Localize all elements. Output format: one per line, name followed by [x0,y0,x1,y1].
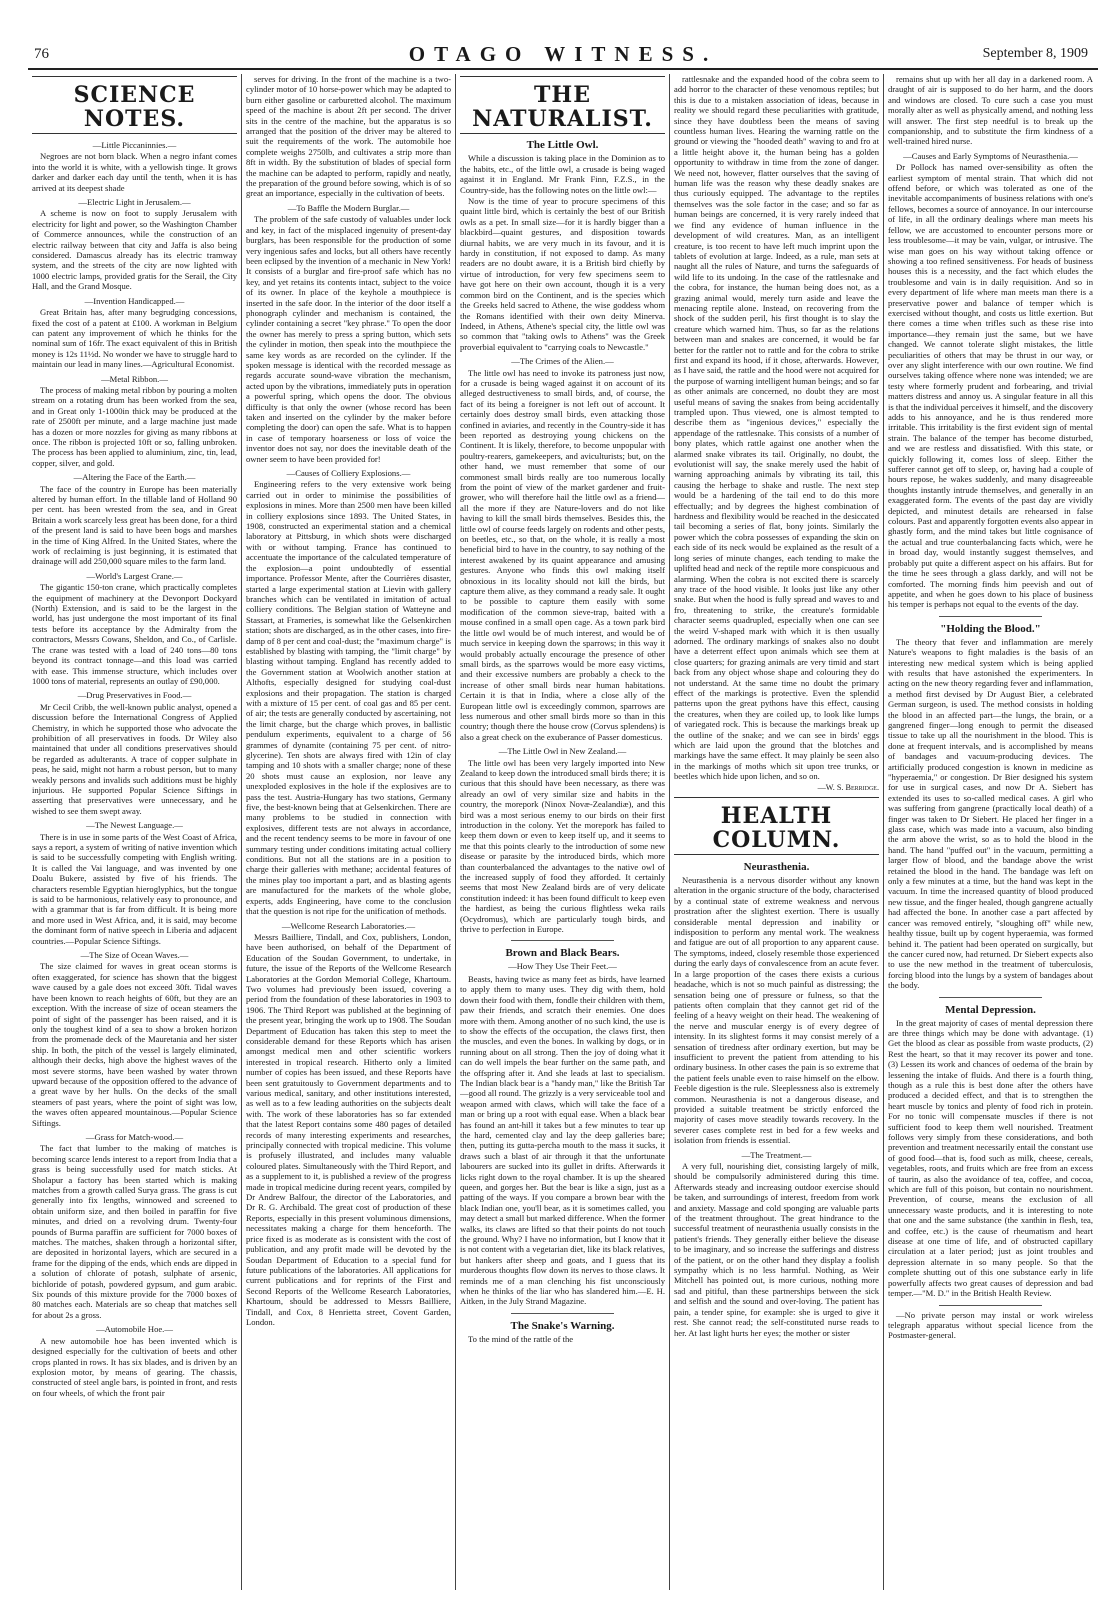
column-divider [241,74,242,1590]
section-banner [460,76,665,134]
article-paragraph: Mr Cecil Cribb, the well-known public analyst, opened a discussion before the International Congress of Applied Chemistry, in which he supported those who advocate the prohibition of all preservatives in foods. Dr Wiley also maintained that under all conditions preservatives should be regarded as adulterants. A trace of copper sulphate in peas, he said, might not harm a robust person, but to many weakly persons and invalids such additions must be highly injurious. He supported Popular Science Siftings in asserting that preservatives were unnecessary, and he wished to see them swept away. [32,701,237,816]
article-subheadline: —Automobile Hoe.— [96,1324,173,1335]
section-title: SCIENCE NOTES. [73,82,196,132]
article-paragraph: A new automobile hoe has been invented which is designed especially for the cultivation of beets and other crops planted in rows. It has six blades, and is driven by an explosion motor, by means of gearing. The chassis, constructed of steel angle bars, is pointed in front, and rests on four wheels, of which the front pair [32,1335,237,1398]
article-paragraph: The process of making metal ribbon by pouring a molten stream on a rotating drum has been worked from the sea, and in Great only 1-1000in thick may be produced at the rate of 2500ft per minute, and a large machine just made has a dozen or more nozzles for giving as many ribbons at once. The ribbon is projected 10ft or so, falling unbroken. The process has been applied to aluminium, zinc, tin, lead, copper, silver, and gold. [32,384,237,468]
article-subheadline: —The Newest Language.— [86,820,183,831]
article-subheadline: —Wellcome Research Laboratories.— [281,920,416,931]
article-paragraph: Negroes are not born black. When a negro infant comes into the world it is white, with a yellowish tinge. It grows darker and darker each day until the tenth, when it is has arrived at its deepest shade [32,151,237,193]
article-headline: The Snake's Warning. [510,1319,615,1332]
article-paragraph: The face of the country in Europe has been materially altered by human effort. In the tillable land of Holland 90 per cent. has been wrested from the sea, and in Great Britain a work scarcely less great has been done, for a third of the present land is said to have been bogs and marshes in the time of King Alfred. In the United States, where the work of reclaiming is just beginning, it is estimated that drainage will add 250,000 square miles to the farm land. [32,483,237,567]
article-paragraph: Neurasthenia is a nervous disorder without any known alteration in the organic structure of the body, characterised by a continual state of extreme weakness and nervous prostration after the slightest exertion. There is usually considerable mental depression and inability or indisposition to perform any mental work. The weakness and fatigue are out of all proportion to any apparent cause. The symptoms, indeed, closely resemble those experienced during the early days of convalescence from an acute fever. In a large proportion of the cases there exists a curious headache, which is not so much painful as distressing; the sensation being one of pressure or fulness, so that the patients often complain that they cannot get rid of the feeling of a heavy weight on their head. The weakening of the nerve and muscular energy is of every degree of intensity. In its slightest forms it may consist merely of a sensation of tiredness after ordinary exertion, but may be insufficient to prevent the patient from attending to his ordinary business. In other cases the pain is so extreme that the patient feels unable even to raise himself on the elbow. Feeble digestion is the rule. Sleeplessness also is extremely common. Neurasthenia is not a dangerous disease, and provided a suitable treatment be strictly enforced the majority of cases move steadily towards recovery. In the severer cases complete rest in bed for a few weeks and isolation from friends is essential. [674,875,879,1146]
article-subheadline: —Causes and Early Symptoms of Neurasthenia.— [903,150,1078,161]
article-paragraph: The problem of the safe custody of valuables under lock and key, in fact of the misplaced ingenuity of present-day burglars, has been responsible for the production of some very ingenious safes and locks, but all others have recently been eclipsed by the invention of a mechanic in New York! It consists of a burglar and fire-proof safe which has no key, and yet retains its contents intact, subject to the voice of its owner. In place of the keyhole a mouthpiece is inserted in the safe door. In the interior of the door itself a phonograph cylinder and mechanism is contained, the cylinder containing a secret "key phrase." To open the door the owner has merely to press a spring button, which sets the cylinder in motion, then speak into the mouthpiece the same key words as are recorded on the cylinder. If the spoken message is identical with the recorded message as regards accurate sound-wave vibration the mechanism, acted upon by the vibrations, immediately puts in operation a powerful spring, which opens the door. The obvious difficulty is that only the owner (whose record has been taken and inserted on the cylinder by the maker before completing the door) can open the safe. What is to happen in case of temporary hoarseness or loss of voice the inventor does not say, nor does the inevitable death of the owner seem to have been provided for! [246,214,451,464]
article-subheadline: —Grass for Match-wood.— [85,1131,184,1142]
columns [28,74,1098,1590]
article-paragraph: Messrs Bailliere, Tindall, and Cox, publishers, London, have been authorised, on behalf of the Department of Education of the Soudan Government, to undertake, in future, the issue of the Reports of the Wellcome Research Laboratories at the Gordon Memorial College, Khartoum. Two volumes had previously been issued, covering a period from the foundation of these laboratories in 1903 to 1906. The Third Report was published at the beginning of the present year, bringing the work up to 1908. The Soudan Department of Education has taken this step to meet the considerable demand for these Reports which has arisen amongst medical men and other scientific workers interested in tropical research. Hitherto only a limited number of copies has been issued, and these Reports have been sent gratuitously to Government departments and to various medical, sanitary, and other institutions interested, as well as to a few leading authorities on the subjects dealt with. The work of these laboratories has so far extended that the latest Report contains some 480 pages of detailed records of many interesting experiments and researches, principally connected with tropical medicine. This volume is profusely illustrated, and includes many valuable coloured plates. Simultaneously with the Third Report, and as a supplement to it, is published a review of the progress made in tropical medicine during recent years, compiled by Dr Andrew Balfour, the director of the Laboratories, and Dr R. G. Archibald. The great cost of production of these Reports, especially in this present voluminous dimensions, necessitates making a charge for them henceforth. The price fixed is as moderate as is consistent with the cost of publication, and any profit made will be devoted by the Soudan Department of Education to a special fund for future publications of the laboratories. All applications for current publications and for reprints of the First and Second Reports of the Wellcome Research Laboratories, Khartoum, should be addressed to Messrs Bailliere, Tindall, and Cox, 8 Henrietta street, Covent Garden, London. [246,931,451,1327]
article-subheadline: —Electric Light in Jerusalem.— [78,197,191,208]
divider [939,1305,1042,1306]
article-subheadline: —Altering the Face of the Earth.— [73,472,196,483]
divider [939,997,1042,998]
article-subheadline: —Drug Preservatives in Food.— [77,690,192,701]
article-headline: The Little Owl. [526,139,599,151]
masthead [28,8,1098,68]
article-subheadline: —The Little Owl in New Zealand.— [498,746,627,757]
article-subheadline: —How They Use Their Feet.— [508,961,617,972]
article-paragraph: A scheme is now on foot to supply Jerusalem with electricity for light and power, so the Washington Chamber of Commerce announces, while the construction of an electric railway between that city and Jaffa is also being considered. Damascus already has its electric tramway system, and the streets of the city are now lighted with 1000 electric lamps, provided gratis for the Serail, the City Hall, and the Grand Mosque. [32,208,237,292]
article-paragraph: In the great majority of cases of mental depression there are three things which may be done with advantage. (1) Get the blood as clear as possible from waste products, (2) Rest the heart, so that it may recover its power and tone. (3) Lessen its work and chances of oedema of the brain by lessening the intake of fluids. And there is a fourth thing, though as a rule this is best done after the others have produced a decided effect, and that is to strengthen the heart muscle by tonics and plenty of food rich in protein. For no tonic will compensate muscles if there is not sufficient food to keep them well nourished. Treatment follows very simply from these considerations, and both prevention and treatment necessarily entail the constant use of good food—that is, food such as milk, cheese, cereals, vegetables, roots, and fruits which are free from an excess of taurin, as also the avoidance of tea, coffee, and cocoa, which are full of this poison, but contain no nourishment. Prevention, of course, means the exclusion of all unnecessary waste products, and it is interesting to note that one and the same substance (the xanthin in flesh, tea, and coffee, etc.) is the cause of rheumatism and heart disease at one time of life, and of obstructed capillary circulation at a later period; just as joint troubles and depression alternate in so many people. So that the complete shutting out of this one substance early in life powerfully affects two great causes of depression and bad temper.—"M. D." in the British Health Review. [888,1017,1093,1299]
article-paragraph: A very full, nourishing diet, consisting largely of milk, should be compulsorily administered during this time. Afterwards steady and increasing outdoor exercise should be taken, and surroundings of interest, freedom from work and anxiety. Massage and cold sponging are valuable parts of the treatment throughout. The great hindrance to the successful treatment of neurasthenia usually consists in the patient's friends. They generally either believe the disease to be imaginary, and so increase the sufferings and distress of the patient, or on the other hand they display a foolish sympathy which is no less harmful. Nothing, as Weir Mitchell has pointed out, is more curious, nothing more sad and pitiful, than these partnerships between the sick and selfish and the sound and over-loving. The patient has pain, a tender spine, for example: she is urged to give it rest. She cannot read; the self-constituted nurse reads to her. At last light hurts her eyes; the mother or sister [674,1161,879,1338]
article-headline: Neurasthenia. [743,861,810,874]
article-subheadline: —World's Largest Crane.— [86,570,183,581]
article-subheadline: —The Size of Ocean Waves.— [80,950,189,961]
section-banner [32,76,237,134]
masthead-rule [28,68,1098,70]
article-paragraph: To the mind of the rattle of the [468,1333,574,1344]
article-list [674,74,879,782]
article-subheadline: —The Treatment.— [741,1149,812,1160]
article-subheadline: —Causes of Colliery Explosions.— [286,468,411,479]
article-paragraph: Great Britain has, after many begrudging concessions, fixed the cost of a patent at £100. A workman in Belgium can patent any improvement of which he thinks for the nominal sum of 16fr. The exact equivalent of this in British money is 12s 11½d. No wonder we have to struggle hard to maintain our lead in many lines.—Agricultural Economist. [32,307,237,370]
article-paragraph: The gigantic 150-ton crane, which practically completes the equipment of machinery at the Devonport Dockyard (North) Extension, and is said to be the largest in the world, has just undergone the most important of its final tests before its acceptance by the Admiralty from the contractors, Messrs Cowans, Sheldon, and Co., of Carlisle. The crane was tested with a load of 240 tons—80 tons beyond its contract tonnage—and this load was carried with ease. This immense structure, which includes over 1000 tons of material, represents an outlay of £90,000. [32,582,237,686]
article-paragraph: The theory that fever and inflammation are merely Nature's weapons to fight maladies is the basis of an interesting new medical system which is being applied with results that have astonished the experimenters. In acting on the new theory regarding fever and inflammation, a method first devised by Dr August Bier, a celebrated German surgeon, is used. The method consists in holding the blood in an affected part—the lungs, the brain, or a gangrened finger—long enough to permit the diseased tissue to take up all the nourishment in the blood. This is done at frequent intervals, and is accomplished by means of bandages and vacuum-producing devices. The artificially produced congestion is known in medicine as "hyperaemia," or congestion. Dr Bier designed his system for use in surgical cases, and now Dr A. Siebert has extended its uses to so-called medical cases. A girl who was suffering from gangrene (practically local death) of a finger was taken to Dr Siebert. He placed her finger in a glass case, which was made into a vacuum, also binding the arm above the wrist, so as to hold the blood in the hand. The hand "puffed out" in the vacuum, permitting a larger flow of blood, and the bandage above the wrist retained the blood in the hand. The bandage was left on only a few minutes at a time, but the hand was kept in the vacuum. In time the increased quantity of blood produced new tissue, and the finger healed, though gangrene actually had affected the bone. In another case a part affected by cancer was removed entirely, "sloughing off" while new, healthy tissue, built up by cogent hyperaemia, was formed behind it. The patient had been operated on surgically, but the cancer cured now, had returned. Dr Siebert expects also to use the new method in the treatment of tuberculosis, forcing blood into the lungs by a system of bandages about the body. [888,636,1093,991]
article-headline: Mental Depression. [945,1003,1036,1016]
article-paragraph: The little owl has need to invoke its patroness just now, for a crusade is being waged against it on account of its alleged destructiveness to small birds, and, of course, the fact of its being a foreigner is not left out of account. It certainly does destroy small birds, even attacking those confined in aviaries, and recently in the Country-side it has been reported as destroying young chickens on the Continent. It is likely, therefore, to become unpopular with poultry-rearers, gamekeepers, and aviculturists; but, on the other hand, we must remember that some of our commonest small birds really are too numerous locally from the point of view of the market gardener and fruit-grower, who will therefore hail the little owl as a friend—all the more if they are Nature-lovers and do not like having to kill the small birds themselves. Besides this, the little owl of course feeds largely on rodents and other pests, on beetles, etc., so that, on the whole, it is really a most beneficial bird to have in the country, to say nothing of the interest awakened by its quaint appearance and amusing gestures. Anyone who finds this owl making itself obnoxious in its locality should not kill the birds, but capture them alive, as they command a ready sale. It ought to be possible to capture them easily with some modification of the common sieve-trap, baited with a mouse confined in a small open cage. As a town park bird the little owl would be of much interest, and would be of much service in keeping down the sparrows; in this way it would probably actually encourage the presence of other small birds, as the sparrows would be more easy victims, and their excessive numbers are probably a check to the increase of other small birds near human habitations. Certain it is that in India, where a close ally of the European little owl is exceedingly common, sparrows are less numerous and other small birds more so than in this country; though there the house crow (Corvus splendens) is also a great check on the exuberance of Passer domesticus. [460,367,665,742]
article-list [32,140,237,1398]
article-paragraph: Now is the time of year to procure specimens of this quaint little bird, which is certainly the best of our British owls as a pet. In small size—for it is hardly bigger than a blackbird—quaint gestures, and disposition towards diurnal habits, we are very much in its favour, and it is hardy in constitution, if not exposed to damp. As many readers are no doubt aware, it is a British bird chiefly by virtue of introduction, for very few specimens seem to have got here on their own account, though it is a very common bird on the Continent, and is the species which the Greeks held sacred to Athene, the wise goddess whom the Romans identified with their own deity Minerva. Indeed, in Athens, Athene's special city, the little owl was so common that "taking owls to Athens" was the Greek proverbial equivalent to "carrying coals to Newcastle." [460,196,665,352]
column-science-notes-continued [246,74,451,1590]
column-science-notes [32,74,237,1590]
column-divider [669,74,670,1590]
article-list [460,356,665,934]
divider [511,940,614,941]
article-subheadline: —The Crimes of the Alien.— [511,356,614,367]
article-paragraph: The size claimed for waves in great ocean storms is often exaggerated, for science has shown that the biggest wave caused by a gale does not exceed 30ft. Tidal waves have been known to reach heights of 60ft, but they are an exception. With the increase of size of ocean steamers the point of sight of the passenger has been raised, and it is only the toughest kind of a sea to show a broken horizon from the promenade deck of the Mauretania and her sister ship. In both, the pitch of the vessel is largely eliminated, although their decks, high above the highest waves of the most severe storms, have been washed by water thrown upward because of the opposition offered to the advance of a great wave by her hulls. On the decks of the small steamers of past years, where the point of sight was low, the waves often appeared mountainous.—Popular Science Siftings. [32,961,237,1128]
article-list [246,74,451,1327]
column-health-continued [888,74,1093,1590]
column-divider [455,74,456,1590]
article-paragraph: Engineering refers to the very extensive work being carried out in order to minimise the possibilities of explosions in mines. More than 2500 men have been killed in colliery explosions since 1893. The United States, in 1908, constructed an experimental station and a chemical laboratory at Pittsburg, in which shots were discharged with or without tamping. France has continued to accentuate the importance of the calculated temperature of the explosion—a point undoubtedly of essential importance. Professor Mente, after the Courrières disaster, started a large experimental station at Lievin with gallery branches which can be ventilated in imitation of actual colliery conditions. The Belgian station of Watteyne and Stassart, at Frameries, is somewhat like the Gelsenkirchen station; shots are discharged, as in the other cases, into fire-damp of 8 per cent and coal-dust; the "maximum charge" is established by blasting with tamping, the "limit charge" by blasting without tamping. England has recently added to the Government station at Woolwich another station at Althofts, especially designed for studying coal-dust explosions and their propagation. The station is charged with a mixture of 15 per cent. of coal gas and 85 per cent. of air; the tests are generally conducted by ascertaining, not the limit charge, but the charge which proves, in ballistic pendulum experiments, equivalent to a charge of 56 grammes of dynamite (containing 75 per cent. of nitro-glycerine). Ten shots are always fired with 12in of clay tamping and 10 shots with a smaller charge; none of these 20 shots must cause an explosion, nor leave any unexploded explosives in the hole if the explosives are to pass the test. Austria-Hungary has two stations, Germany five, the best-known being that at Gelsenkirchen. There are many problems to be studied in connection with explosives, different tests are not always in accordance, and the recent tendency seems to be more in favour of one summary testing under conditions imitating actual colliery conditions. But not all the stations are in a position to charge their galleries with methane; accidental features of the mines play too important a part, and as blasting agents are manufactured for the markets of the whole globe, experts, adds Engineering, have come to the conclusion that the question is not ripe for the unification of methods. [246,479,451,917]
article-headline: "Holding the Blood." [940,622,1041,635]
newspaper-page [28,8,1098,1594]
article-headline: Brown and Black Bears. [505,947,620,960]
byline: —W. S. Berridge. [817,782,879,792]
article-paragraph: Beasts, having twice as many feet as birds, have learned to apply them to many uses. They dig with them, hold down their food with them, fondle their children with them, paw their friends, and scratch their enemies. One does more with them. Among another of no such kind, the use is to show the effects of the occupation, the claws first, then the muscles, and even the bones. In walking by dogs, or in running about on all strong. Then the joy of doing what it can do well impels the bear further on the same path, and the offspring after it. And she leads at last to specialism. The Indian black bear is a "handy man," like the British Tar—good all round. The grizzly is a very serviceable tool and weapon armed with claws, which will take the face of a man or bring up a root with equal ease. When a black bear has found an ant-hill it takes but a few minutes to tear up the hard, cemented clay and lay the deep galleries bare; then, putting its gutta-percha mouth to the mass it sucks, it draws such a blast of air through it that the unfortunate labourers are sucked into its gullet in drifts. Afterwards it licks right down to the royal chamber. It is up the sheared queen, and gorges her. But the bear is like a sign, just as a patting of the ways. If you compare a brown bear with the black Indian one, you'll bear, as it is sometimes called, you may detect a small but marked difference. When the former walks, its claws are lifted so that their points do not touch the ground. Why? I have no information, but I know that it is not content with a vegetarian diet, like its black relatives, but hankers after sheep and goats, and I guess that its murderous thoughts flow down its nerves to those claws. It reminds me of a man clenching his fist unconsciously when he thinks of the liar who has slandered him.—E. H. Aitken, in the July Strand Magazine. [460,973,665,1307]
article-paragraph: serves for driving. In the front of the machine is a two-cylinder motor of 10 horse-power which may be adapted to burn either gasoline or carburetted alcohol. The maximum speed of the machine is about 2ft per second. The driver sits in the centre of the machine, but the apparatus is so arranged that the position of the driver may be altered to suit the requirements of the work. The automobile hoe complete weighs 2750lb, and cultivates a strip more than 8ft in width. By the substitution of blades of special form the machine can be adapted to perform, rapidly and neatly, the preparation of the ground before sowing, which is of so great an importance, especially in the cultivation of beets. [246,74,451,199]
section-banner [674,797,879,855]
issue-date: September 8, 1909 [982,46,1088,61]
article-paragraph: The little owl has been very largely imported into New Zealand to keep down the introduced small birds there; it is curious that this should have been necessary, as there was already an owl of very similar size and habits in the country, the morepork (Ninox Novæ-Zealandiæ), and this bird was a most serious enemy to our birds on their first introduction in the colony. Yet the morepork has failed to keep them down or even to keep itself up, and it seems to me that this points clearly to the introduction of some new disease or parasite by the introduced birds, which more than counterbalanced the advantages to the native owl of the increased supply of food they afforded. It certainly seems that most New Zealand birds are of very delicate constitution indeed: it has been found difficult to keep even the hardiest, as being the curious flightless weka rails (Ocydromus), which are particularly tough birds, and thrive to perfection in Europe. [460,757,665,935]
article-subheadline: —To Baffle the Modern Burglar.— [287,202,410,213]
column-snake-health [674,74,879,1590]
column-divider [883,74,884,1590]
article-subheadline: —Invention Handicapped.— [84,295,185,306]
article-paragraph: While a discussion is taking place in the Dominion as to the habits, etc., of the little owl, a crusade is being waged against it in England. Mr Frank Finn, F.Z.S., in the Country-side, has the following notes on the little owl:— [460,153,665,195]
article-list [888,74,1093,610]
article-paragraph: The fact that lumber to the making of matches is becoming scarce lends interest to a report from India that a grass is being successfully used for match sticks. At Sholapur a factory has been started which is making matches from a growth called Surya grass. The grass is cut generally into fix lengths, winnowed and screened to obtain uniform size, and then boiled in paraffin for five minutes, and dried on a revolving drum. Twenty-four pounds of Burma paraffin are sufficient for 7000 boxes of matches. The matches, shaken through a horizontal sifter, are deposited in horizontal layers, which are secured in a frame for the dipping of the ends, which ends are dipped in a solution of chlorate of potash, sulphate of arsenic, bichloride of potash, powdered gypsum, and gum arabic. Six pounds of this mixture provide for the 7000 boxes of 80 matches each. Materials are so cheap that matches sell for about 2s a gross. [32,1143,237,1320]
article-paragraph: There is in use in some parts of the West Coast of Africa, says a report, a system of writing of native invention which is said to be successfully competing with English writing. It is called the Vai language, and was invented by one Doalu Bukere, assisted by five of his friends. The characters resemble Egyptian hieroglyphics, but the tongue is said to be harmonious, relatively easy to pronounce, and with a grammar that is far from difficult. It is being more and more used in West Africa, and, it is said, may become the dominant form of native speech in Liberia and adjacent countries.—Popular Science Siftings. [32,831,237,946]
article-subheadline: —Metal Ribbon.— [101,373,168,384]
paper-title: OTAGO WITNESS. [408,42,718,66]
section-title: HEALTH COLUMN. [712,803,841,854]
article-subheadline: —Little Piccaninnies.— [92,140,177,150]
divider [939,616,1042,617]
column-naturalist [460,74,665,1590]
article-paragraph: rattlesnake and the expanded hood of the cobra seem to add horror to the character of these venomous reptiles; but this is due to a mistaken association of ideas, because in reality we should regard these peculiarities with gratitude, since they have doubtless been the means of saving countless human lives. Hearing the warning rattle on the ground or viewing the "hooded death" waving to and fro at a little height above it, the human being has a golden opportunity to withdraw in time from the zone of danger. We need not, however, flatter ourselves that the saving of human life was the reason why these deadly snakes are thus curiously equipped. The advantage to the reptiles themselves was the sole factor in the case; and so far as human beings are concerned, it is very rarely indeed that we find any evidence of human influence in the development of wild creatures. Man, as an intelligent creature, is too recent to have left much imprint upon the tablets of evolution at large. Indeed, as a rule, man sets at naught all the rules of Nature, and turns the safeguards of wild life to its undoing. In the case of the rattlesnake and the cobra, for instance, the human being does not, as a grazing animal would, merely turn aside and leave the menacing reptile alone. Instead, on recovering from the shock of the sudden peril, his first thought is to slay the creature which warned him. Thus, so far as the relations between man and snakes are concerned, it would be far better for the rattler not to rattle and for the cobra to strike first and expand its hood, if it chose, afterwards. However, as I have said, the rattle and the hood were not acquired for the purpose of warning intelligent human beings; and so far as other animals are concerned, no doubt they are most useful means of saving the snakes from being accidentally trampled upon. Thus viewed, one is almost tempted to describe them as "ingenious devices," especially the appendage of the rattlesnake. This consists of a number of bony plates, which rattle against one another when the alarmed snake vibrates its tail. Originally, no doubt, the evolutionist will say, the snake merely used the habit of warning approaching animals by vibrating its tail, this causing the herbage to shake and rustle. The next step would be a hardening of the tail end to do this more effectually; and by degrees the highest combination of hardness and flexibility would be reached in the desiccated tail becoming a series of flat, bony joints. Similarly the power which the cobra possesses of expanding the skin on each side of its neck would be explained as the result of a long series of minute changes, each tending to make the uplifted head and neck of the reptile more conspicuous and alarming. When the cobra is not excited there is scarcely any trace of the hood visible. It looks just like any other snake. But when the hood is fully spread and waves to and fro, threatening to strike, the creature's formidable character seems quadrupled, especially when one can see the weird V-shaped mark with which it is then usually adorned. The ordinary markings of snakes also no doubt have a deterrent effect upon animals which see them at close quarters; for grazing animals are very timid and start back from any object whose shape and colouring they do not understand. At the same time no doubt the primary effect of the markings is protective. Even the splendid patterns upon the great pythons have this effect, causing the creatures, when they are coiled up, to look like lumps of variegated rock. This is because the markings break up the outline of the snake; and we can see in birds' eggs which are laid upon the ground that the blotches and markings have the same effect. It may plainly be seen also in the markings of moths which sit upon tree trunks, or beetles which hide upon lichen, and so on. [674,74,879,782]
article-paragraph: —No private person may instal or work wireless telegraph apparatus without special licence from the Postmaster-general. [888,1309,1093,1341]
page-number: 76 [34,46,49,62]
article-paragraph: remains shut up with her all day in a darkened room. A draught of air is supposed to do her harm, and the doors and windows are closed. To cure such a case you must morally alter as well as physically amend, and nothing less will answer. The first step needful is to break up the companionship, and to substitute the firm kindness of a well-trained hired nurse. [888,74,1093,147]
section-title: THE NATURALIST. [472,82,653,132]
article-paragraph: Dr Pollock has named over-sensibility as often the earliest symptom of mental strain. That which did not offend before, or which was tolerated as one of the inevitable accompaniments of business relations with one's fellows, becomes a source of annoyance. In our intercourse of life, in all the ordinary dealings where man meets his fellow, we are accustomed to encounter persons more or less troublesome—it may be vain, vulgar, or intrusive. The wise man goes on his way without taking offence or showing a too refined sensitiveness. For heads of business houses this is a necessity, and the fact which eludes the troublesome and vain is in daily requisition. And so in every department of life where man meets man there is a preservative power and balance of temper which is exercised without thought, and costs us little exertion. But there comes a time when trifles such as these rise into importance—they remain just the same, but we have changed. We cannot tolerate slight mistakes, the little peculiarities of others that may be thrust in our way, or over any slight interference with our own routine. We find ourselves taking offence where none was intended; we are testy where formerly prudent and forbearing, and trivial matters distress and annoy us. A singular feature in all this is that the individual perceives it himself, and the discovery adds to his annoyance, and he is thus rendered more irritable. This irritability is the first evident sign of mental strain. The balance of the temper has become disturbed, and we are restless and dissatisfied. With this state, or quickly following it, comes loss of sleep. Either the sufferer cannot get off to sleep, or, having had a couple of hours repose, he wakes suddenly, and many disagreeable thoughts instantly intrude themselves, and generally in an exaggerated form. The events of the past day are vividly depicted, and minutest details are rehearsed in false colours. Past and apparently forgotten events also appear in ghastly form, and the mind takes but little cognisance of the actual and true counterbalancing facts which, were he in broad day, would instantly suggest themselves, and probably put quite a different aspect on his affairs. But for the time he sees through a glass darkly, and will not be comforted. The morning finds him peevish and out of appetite, and when he goes down to his place of business his temper is perhaps not equal to the events of the day. [888,162,1093,610]
divider [511,1313,614,1314]
